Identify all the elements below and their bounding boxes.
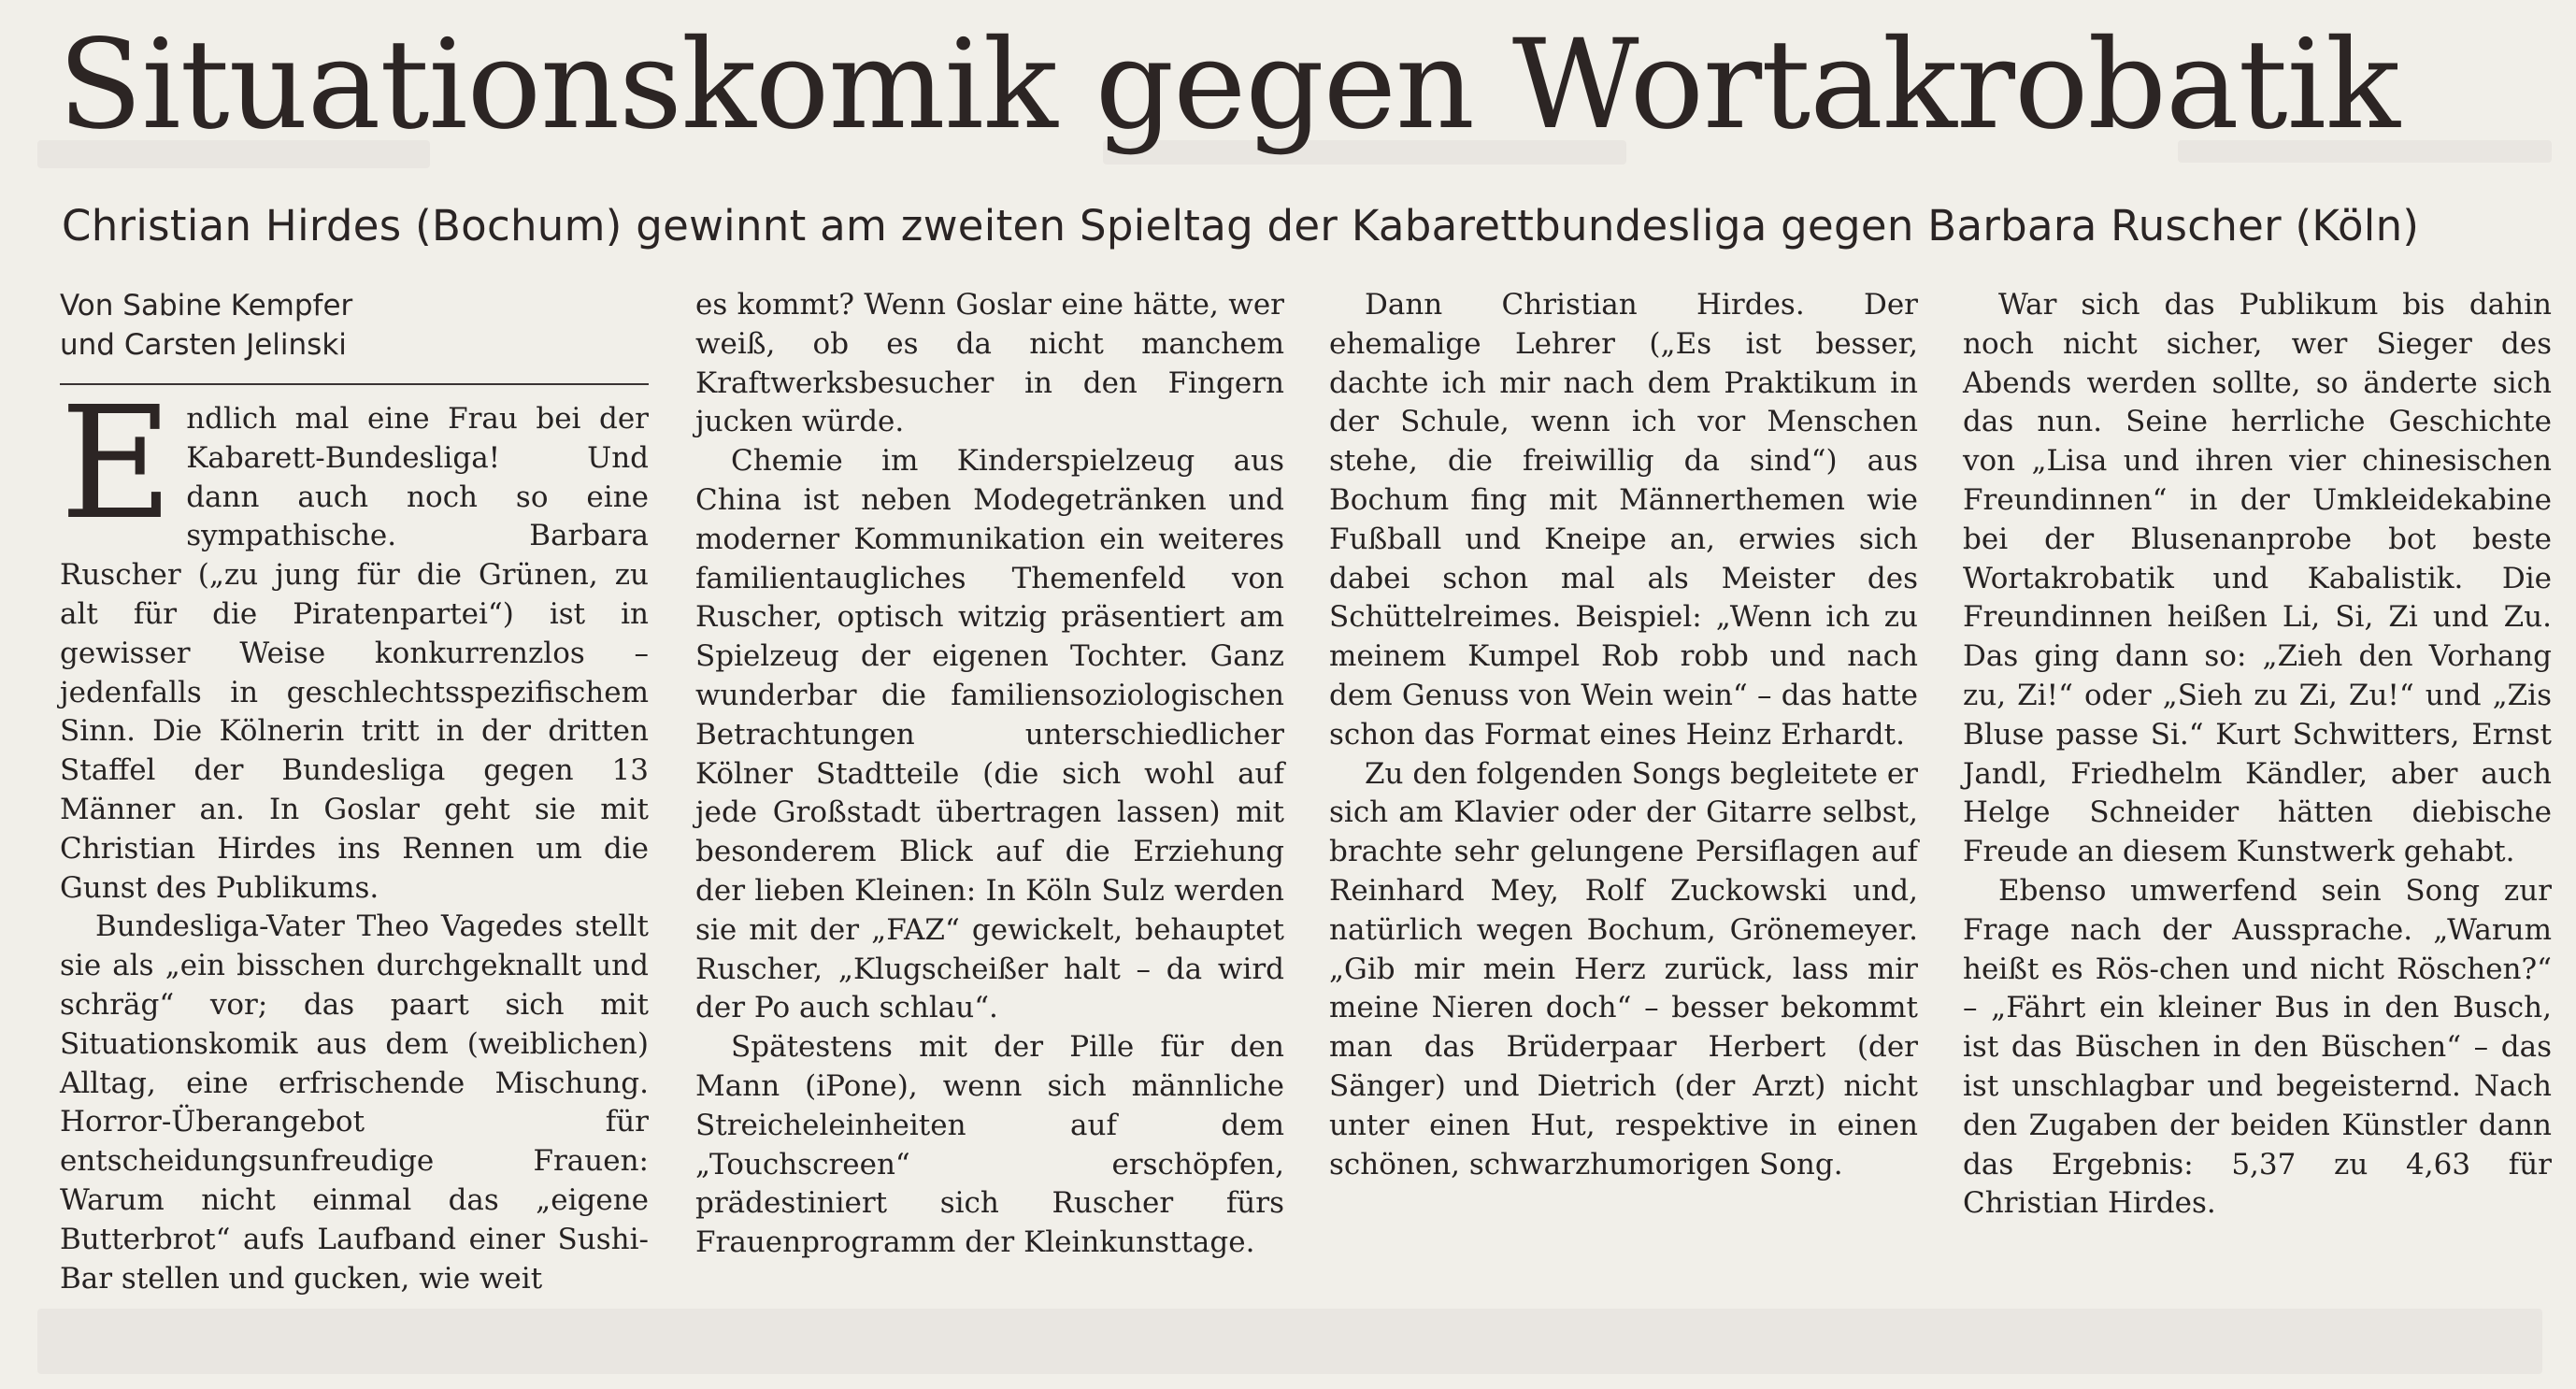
paragraph: Dann Christian Hirdes. Der ehemalige Lehrer („Es ist besser, dachte ich mir nach dem Praktikum in der Schule, wenn ich vor Menschen stehe, die freiwillig da sind“) aus Bochum fing mit Männerthemen wie Fußball und Kneipe an, erwies sich dabei schon mal als Meister des Schüttelreimes. Beispiel: „Wenn ich zu meinem Kumpel Rob robb und nach dem Genuss von Wein wein“ – das hatte schon das Format eines Heinz Erhardt. <box>1329 288 1918 752</box>
paragraph <box>60 374 649 908</box>
paragraph: Zu den folgenden Songs begleitete er sich am Klavier oder der Gitarre selbst, brachte sehr gelungene Persiflagen auf Reinhard Mey, Rolf Zuckowski und, natürlich wegen Bochum, Grönemeyer. „Gib mir mein Herz zurück, lass mir meine Nieren doch“ – besser bekommt man das Brüderpaar Herbert (der Sänger) und Dietrich (der Arzt) nicht unter einen Hut, respektive in einen schönen, schwarzhumorigen Song. <box>1329 756 1918 1181</box>
byline-line-1: Von Sabine Kempfer <box>60 289 353 322</box>
subtitle: Christian Hirdes (Bochum) gewinnt am zweiten Spieltag der Kabarettbundesliga gegen Barbara Ruscher (Köln) <box>62 201 2420 251</box>
article-body <box>60 286 2552 1361</box>
column-4 <box>1963 286 2552 1224</box>
paragraph-text: ndlich mal eine Frau bei der Kabarett-Bundesliga! Und dann auch noch so eine sympathische. Barbara Ruscher („zu jung für die Grünen, zu alt für die Piratenpartei“) ist in gewisser Weise konkurrenzlos – jedenfalls in geschlechtsspezifischem Sinn. Die Kölnerin tritt in der dritten Staffel der Bundesliga gegen 13 Männer an. In Goslar geht sie mit Christian Hirdes ins Rennen um die Gunst des Publikums. <box>60 402 649 905</box>
byline-line-2: und Carsten Jelinski <box>60 328 347 362</box>
paragraph: War sich das Publikum bis dahin noch nicht sicher, wer Sieger des Abends werden sollte, so änderte sich das nun. Seine herrliche Geschichte von „Lisa und ihren vier chinesischen Freundinnen“ in der Umkleidekabine bei der Blusenanprobe bot beste Wortakrobatik und Kabalistik. Die Freundinnen heißen Li, Si, Zi und Zu. Das ging dann so: „Zieh den Vorhang zu, Zi!“ oder „Sieh zu Zi, Zu!“ und „Zis Bluse passe Si.“ Kurt Schwitters, Ernst Jandl, Friedhelm Kändler, aber auch Helge Schneider hätten diebische Freude an diesem Kunstwerk gehabt. <box>1963 288 2552 869</box>
column-3 <box>1329 286 1918 1184</box>
paragraph: Bundesliga-Vater Theo Vagedes stellt sie als „ein bisschen durchgeknallt und schräg“ vor; das paart sich mit Situationskomik aus dem (weiblichen) Alltag, eine erfrischende Mischung. Horror-Überangebot für entscheidungsunfreudige Frauen: Warum nicht einmal das „eigene Butterbrot“ aufs Laufband einer Sushi-Bar stellen und gucken, wie weit <box>60 909 649 1296</box>
paragraph: es kommt? Wenn Goslar eine hätte, wer weiß, ob es da nicht manchem Kraftwerksbesucher in den Fingern jucken würde. <box>695 288 1284 439</box>
headline: Situationskomik gegen Wortakrobatik <box>58 13 2399 157</box>
column-2 <box>695 286 1284 1263</box>
paragraph: Spätestens mit der Pille für den Mann (iPone), wenn sich männliche Streicheleinheiten auf dem „Touchscreen“ erschöpfen, prädestiniert sich Ruscher fürs Frauenprogramm der Kleinkunsttage. <box>695 1030 1284 1260</box>
paragraph: Chemie im Kinderspielzeug aus China ist neben Modegetränken und moderner Kommunikation ein weiteres familientaugliches Themenfeld von Ruscher, optisch witzig präsentiert am Spielzeug der eigenen Tochter. Ganz wunderbar die familiensoziologischen Betrachtungen unterschiedlicher Kölner Stadtteile (die sich wohl auf jede Großstadt übertragen lassen) mit besonderem Blick auf die Erziehung der lieben Kleinen: In Köln Sulz werden sie mit der „FAZ“ gewickelt, behauptet Ruscher, „Klugscheißer halt – da wird der Po auch schlau“. <box>695 444 1284 1025</box>
paragraph: Ebenso umwerfend sein Song zur Frage nach der Aussprache. „Warum heißt es Rös-chen und nicht Röschen?“ – „Fährt ein kleiner Bus in den Busch, ist das Büschen in den Büschen“ – das ist unschlagbar und begeisternd. Nach den Zugaben der beiden Künstler dann das Ergebnis: 5,37 zu 4,63 für Christian Hirdes. <box>1963 873 2552 1221</box>
column-1 <box>60 286 649 1298</box>
drop-cap: E <box>60 374 174 554</box>
